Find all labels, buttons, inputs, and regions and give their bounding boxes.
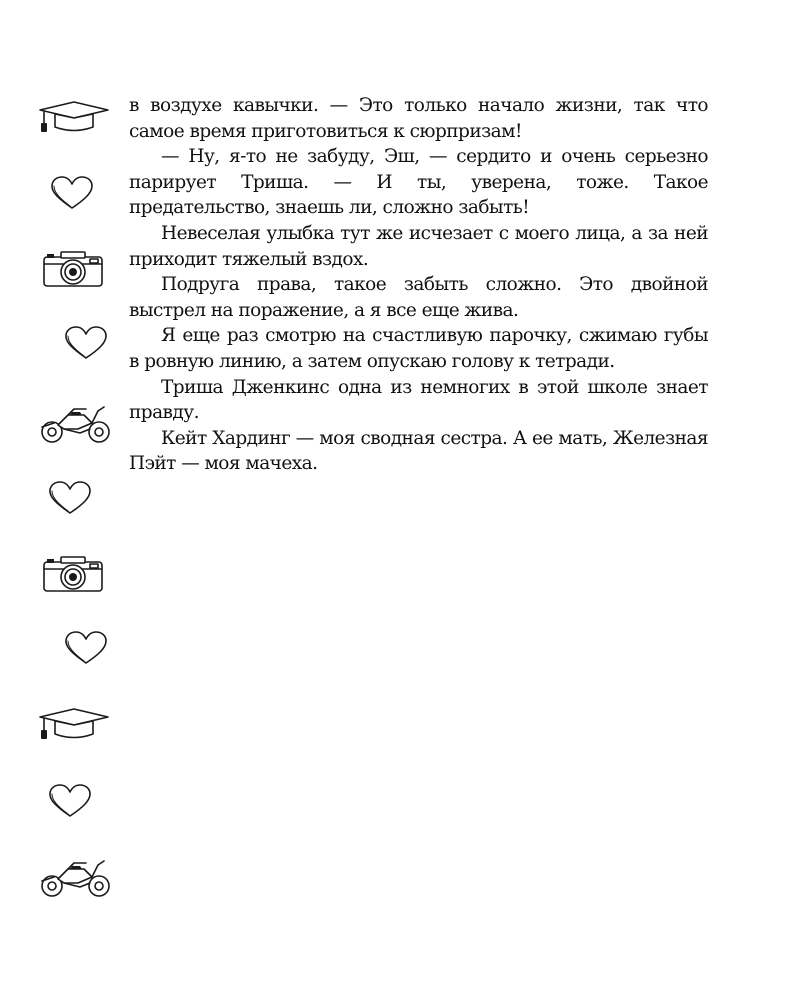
body-text <box>129 93 708 477</box>
paragraph: Триша Дженкинс одна из немногих в этой школе знает правду. <box>129 376 708 424</box>
heart-icon <box>49 175 95 211</box>
heart-icon <box>47 783 93 819</box>
paragraph: Подруга права, такое забыть сложно. Это двойной выстрел на поражение, а я все еще жива. <box>129 274 708 321</box>
graduation-cap-icon <box>38 707 110 741</box>
paragraph: — Ну, я-то не забуду, Эш, — сердито и очень серьезно парирует Триша. — И ты, уверена, тоже. Такое предательство, знаешь ли, сложно забыть! <box>129 146 708 219</box>
graduation-cap-icon <box>38 100 110 134</box>
motorcycle-icon <box>40 403 112 445</box>
paragraph: Невеселая улыбка тут же исчезает с моего лица, а за ней приходит тяжелый вздох. <box>129 222 708 270</box>
paragraph: Я еще раз смотрю на счастливую парочку, сжимаю губы в ровную линию, а затем опускаю голову к тетради. <box>129 325 708 372</box>
heart-icon <box>63 630 109 666</box>
paragraph: Кейт Хардинг — моя сводная сестра. А ее мать, Железная Пэйт — моя мачеха. <box>129 427 708 475</box>
camera-icon <box>42 250 104 288</box>
paragraph: в воздухе кавычки. — Это только начало жизни, так что самое время приготовиться к сюрпризам! <box>129 95 708 142</box>
heart-icon <box>63 325 109 361</box>
motorcycle-icon <box>40 857 112 899</box>
heart-icon <box>47 480 93 516</box>
margin-decoration-column <box>0 0 125 1000</box>
camera-icon <box>42 555 104 593</box>
